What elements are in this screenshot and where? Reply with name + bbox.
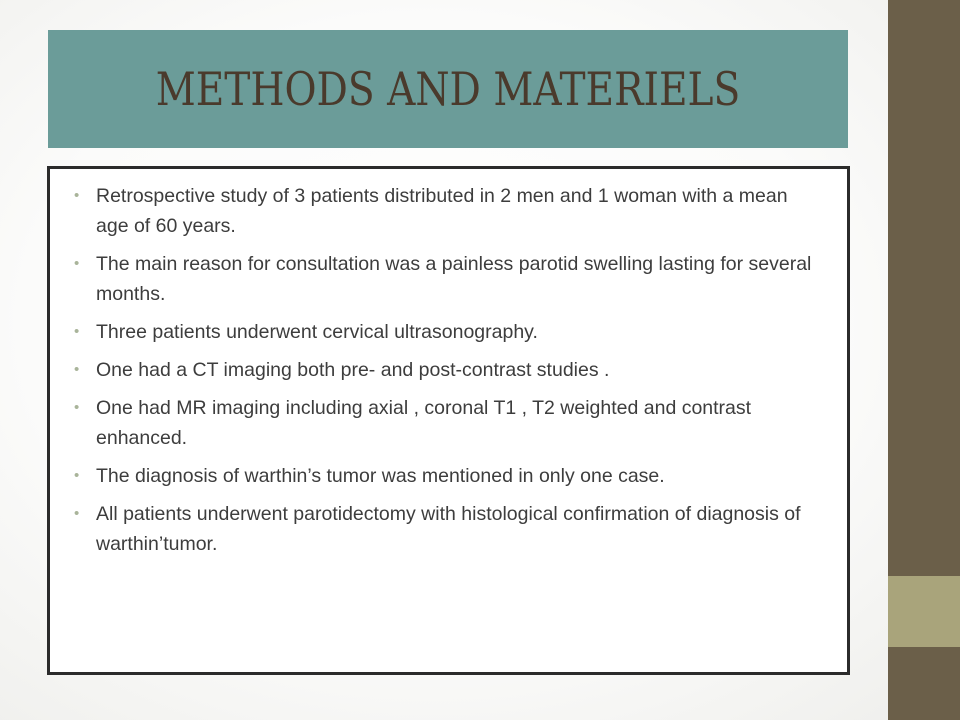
bullet-icon: • xyxy=(74,467,80,484)
slide-title: METHODS AND MATERIELS xyxy=(155,62,741,116)
bullet-text: One had a CT imaging both pre- and post-contrast studies . xyxy=(96,359,610,381)
bullet-text: The diagnosis of warthin’s tumor was mentioned in only one case. xyxy=(96,465,665,487)
side-accent-block xyxy=(888,576,960,647)
bullet-text: One had MR imaging including axial , coronal T1 , T2 weighted and contrast enhanced. xyxy=(96,397,752,449)
bullet-item xyxy=(74,317,819,347)
bullet-text: Retrospective study of 3 patients distributed in 2 men and 1 woman with a mean age of 60 years. xyxy=(96,185,788,237)
bullet-item xyxy=(74,461,819,491)
bullet-icon: • xyxy=(74,361,80,378)
bullet-icon: • xyxy=(74,399,80,416)
bullet-item xyxy=(74,393,819,453)
bullet-item xyxy=(74,355,819,385)
content-box xyxy=(47,166,850,675)
bullet-item xyxy=(74,181,819,241)
bullet-text: Three patients underwent cervical ultrasonography. xyxy=(96,321,538,343)
bullet-icon: • xyxy=(74,187,80,204)
bullet-item xyxy=(74,249,819,309)
bullet-list xyxy=(74,181,819,567)
bullet-item xyxy=(74,499,819,559)
bullet-icon: • xyxy=(74,505,80,522)
bullet-text: All patients underwent parotidectomy with histological confirmation of diagnosis of warthin’tumor. xyxy=(96,503,801,555)
bullet-icon: • xyxy=(74,255,80,272)
bullet-text: The main reason for consultation was a painless parotid swelling lasting for several months. xyxy=(96,253,812,305)
bullet-icon: • xyxy=(74,323,80,340)
title-band xyxy=(48,30,848,148)
